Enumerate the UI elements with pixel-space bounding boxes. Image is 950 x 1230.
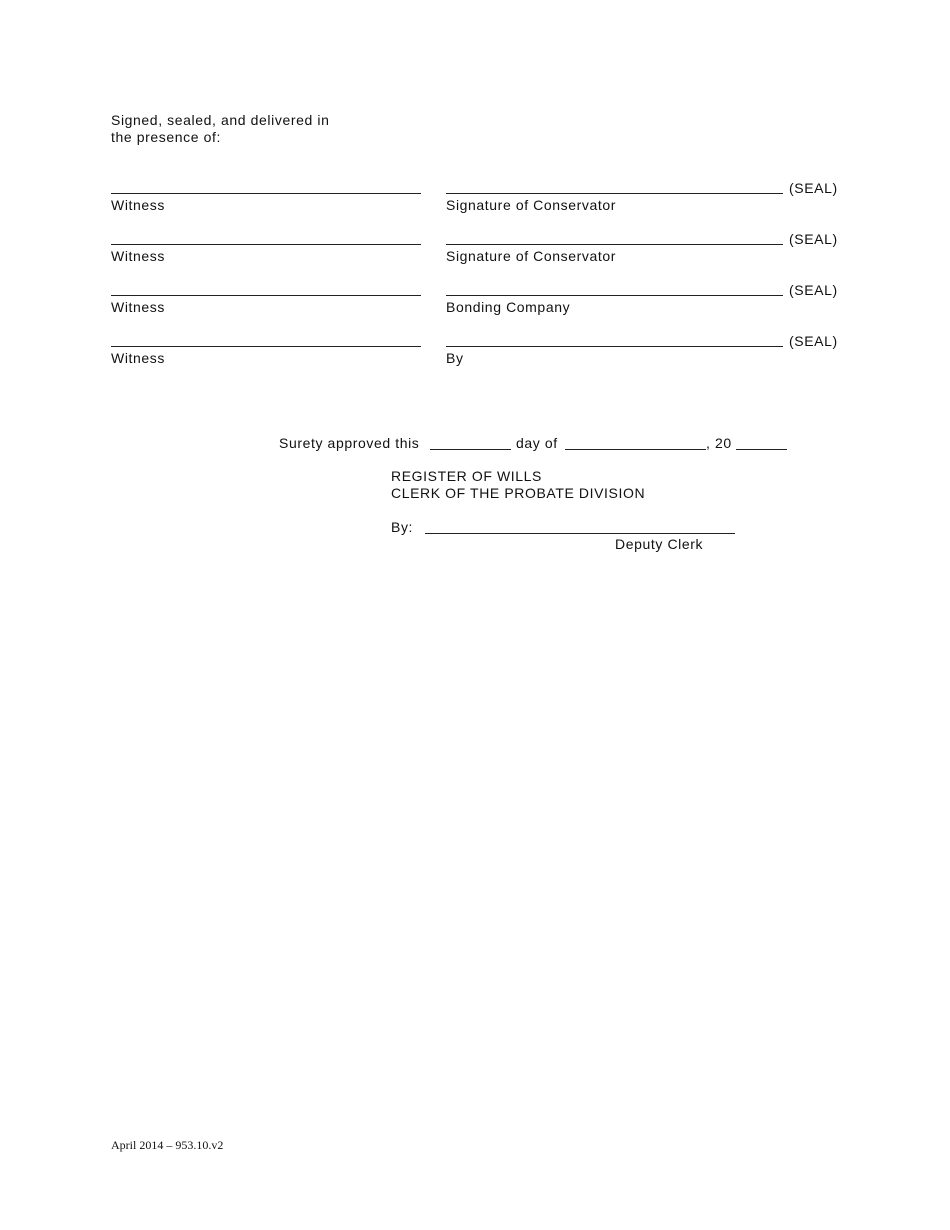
intro-line-1: Signed, sealed, and delivered in [111,112,330,128]
deputy-clerk-signature-line[interactable] [425,533,735,534]
bonding-company-label: Bonding Company [446,299,571,315]
register-subtitle: CLERK OF THE PROBATE DIVISION [391,485,646,501]
witness-signature-line[interactable] [111,346,421,347]
surety-year-prefix: , 20 [706,435,732,451]
seal-label: (SEAL) [789,180,838,196]
bonding-company-line[interactable] [446,295,783,296]
surety-month-field[interactable] [565,449,706,450]
seal-label: (SEAL) [789,333,838,349]
surety-day-field[interactable] [430,449,511,450]
conservator-signature-label: Signature of Conservator [446,248,617,264]
seal-label: (SEAL) [789,231,838,247]
conservator-signature-line[interactable] [446,193,783,194]
by-signature-line[interactable] [446,346,783,347]
conservator-signature-line[interactable] [446,244,783,245]
witness-signature-line[interactable] [111,193,421,194]
by-label: By [446,350,464,366]
witness-label: Witness [111,197,165,213]
deputy-clerk-label: Deputy Clerk [615,536,704,552]
witness-label: Witness [111,350,165,366]
register-title: REGISTER OF WILLS [391,468,542,484]
witness-signature-line[interactable] [111,295,421,296]
surety-day-of: day of [516,435,558,451]
witness-label: Witness [111,299,165,315]
seal-label: (SEAL) [789,282,838,298]
intro-line-2: the presence of: [111,129,221,145]
footer-revision: April 2014 – 953.10.v2 [111,1138,224,1152]
witness-signature-line[interactable] [111,244,421,245]
conservator-signature-label: Signature of Conservator [446,197,617,213]
surety-year-field[interactable] [736,449,787,450]
register-by-label: By: [391,519,414,535]
surety-prefix: Surety approved this [279,435,420,451]
witness-label: Witness [111,248,165,264]
